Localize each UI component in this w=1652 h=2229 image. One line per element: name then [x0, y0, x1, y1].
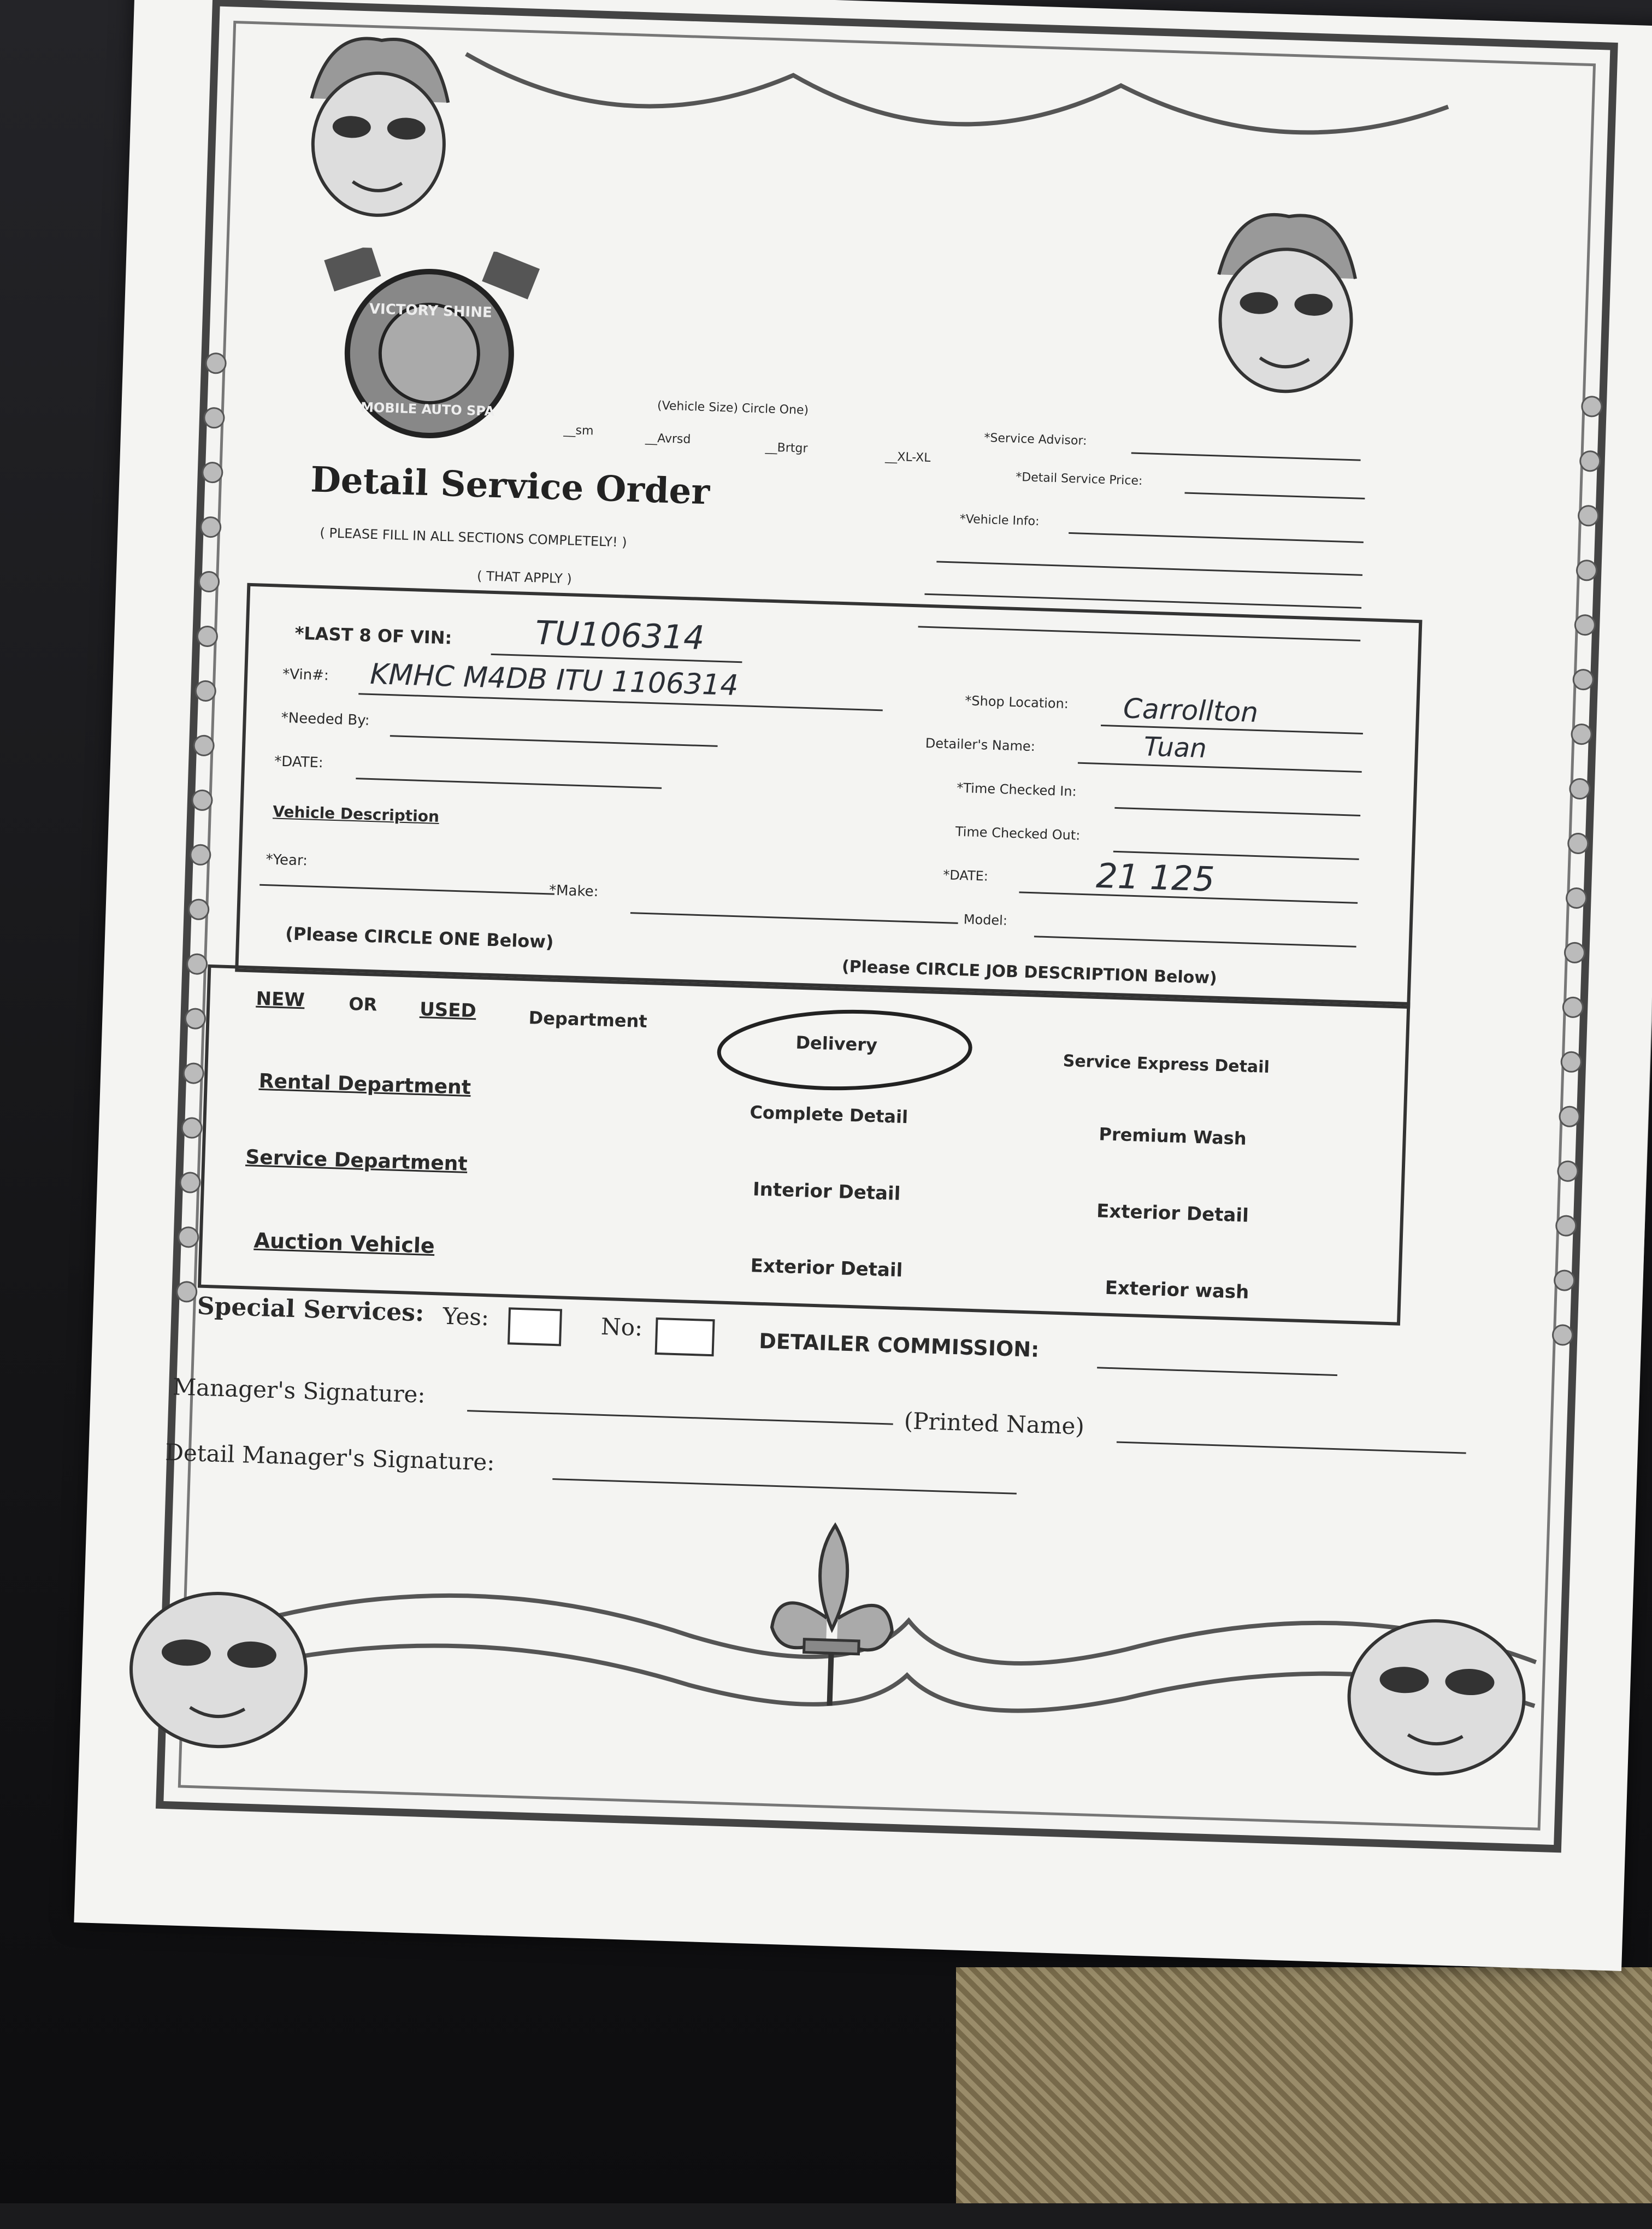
special-services-no-checkbox[interactable]: [655, 1318, 715, 1356]
right-instruction: (Please CIRCLE JOB DESCRIPTION Below): [841, 957, 1218, 988]
shop-location-value[interactable]: Carrollton: [1123, 692, 1259, 728]
vin-label: *Vin#:: [282, 666, 329, 684]
job-service-express-option[interactable]: Service Express Detail: [1063, 1051, 1270, 1077]
page-subtitle-2: ( THAT APPLY ): [476, 568, 573, 587]
jester-mask-icon: [1330, 1601, 1543, 1788]
special-services-no-label: No:: [600, 1313, 644, 1342]
logo-seal: [312, 246, 547, 450]
time-checked-out-label: Time Checked Out:: [955, 824, 1081, 843]
vehicle-size-label: (Vehicle Size) Circle One): [657, 399, 809, 417]
vehicle-size-option[interactable]: __XL-XL: [884, 450, 931, 465]
needed-by-label: *Needed By:: [281, 709, 370, 729]
page-subtitle: ( PLEASE FILL IN ALL SECTIONS COMPLETELY! ): [320, 525, 628, 550]
shop-location-label: *Shop Location:: [964, 693, 1069, 712]
service-department-option[interactable]: Service Department: [245, 1146, 468, 1175]
jester-mask-icon: [1193, 192, 1380, 405]
date2-value[interactable]: 21 125: [1095, 855, 1216, 899]
job-interior-detail-option[interactable]: Interior Detail: [752, 1178, 901, 1205]
special-services-yes-label: Yes:: [442, 1302, 489, 1331]
printed-name-label: (Printed Name): [904, 1407, 1085, 1440]
model-label: Model:: [963, 911, 1008, 928]
service-advisor-label: *Service Advisor:: [984, 431, 1087, 448]
auction-vehicle-option[interactable]: Auction Vehicle: [253, 1228, 435, 1258]
vehicle-size-option[interactable]: __Avrsd: [645, 431, 691, 447]
detailer-name-value[interactable]: Tuan: [1143, 731, 1207, 764]
date2-label: *DATE:: [942, 867, 989, 884]
svg-text:VICTORY SHINE: VICTORY SHINE: [369, 301, 493, 321]
job-complete-detail-option[interactable]: Complete Detail: [749, 1102, 908, 1128]
date-label: *DATE:: [274, 753, 324, 772]
time-checked-in-label: *Time Checked In:: [956, 780, 1077, 799]
page-title: Detail Service Order: [310, 459, 711, 513]
used-option[interactable]: USED: [419, 998, 477, 1022]
new-option[interactable]: NEW: [255, 987, 305, 1011]
job-delivery-option[interactable]: Delivery: [795, 1032, 878, 1056]
jester-mask-icon: [112, 1574, 325, 1761]
detail-manager-signature-label: Detail Manager's Signature:: [164, 1438, 495, 1476]
job-exterior-wash-option[interactable]: Exterior wash: [1105, 1277, 1249, 1303]
department-text: Department: [528, 1007, 648, 1032]
job-exterior-detail-option[interactable]: Exterior Detail: [750, 1255, 903, 1282]
special-services-label: Special Services:: [197, 1292, 425, 1327]
or-text: OR: [348, 993, 377, 1015]
job-premium-wash-option[interactable]: Premium Wash: [1099, 1124, 1247, 1149]
job-exterior-detail-2-option[interactable]: Exterior Detail: [1096, 1200, 1249, 1227]
rental-department-option[interactable]: Rental Department: [258, 1069, 471, 1099]
fleur-de-lis-icon: [758, 1518, 906, 1719]
jester-mask-icon: [286, 16, 473, 229]
manager-signature-label: Manager's Signature:: [172, 1373, 426, 1408]
last8-vin-value[interactable]: TU106314: [534, 614, 705, 658]
make-label: *Make:: [548, 882, 599, 901]
left-instruction: (Please CIRCLE ONE Below): [285, 923, 554, 952]
vehicle-size-option[interactable]: __sm: [563, 423, 594, 438]
vehicle-size-option[interactable]: __Brtgr: [765, 440, 808, 456]
vehicle-description-heading: Vehicle Description: [272, 802, 440, 826]
year-label: *Year:: [266, 851, 308, 869]
special-services-yes-checkbox[interactable]: [508, 1307, 562, 1346]
detail-service-price-label: *Detail Service Price:: [1015, 470, 1143, 489]
circle-mark: [707, 997, 983, 1104]
vehicle-info-label: *Vehicle Info:: [959, 512, 1040, 529]
detailer-commission-label: DETAILER COMMISSION:: [758, 1328, 1040, 1362]
svg-text:MOBILE AUTO SPA: MOBILE AUTO SPA: [360, 399, 495, 419]
detailer-name-label: Detailer's Name:: [925, 735, 1036, 755]
vin-value[interactable]: KMHC M4DB ITU 1106314: [369, 657, 739, 703]
last8-vin-label: *LAST 8 OF VIN:: [294, 622, 452, 649]
